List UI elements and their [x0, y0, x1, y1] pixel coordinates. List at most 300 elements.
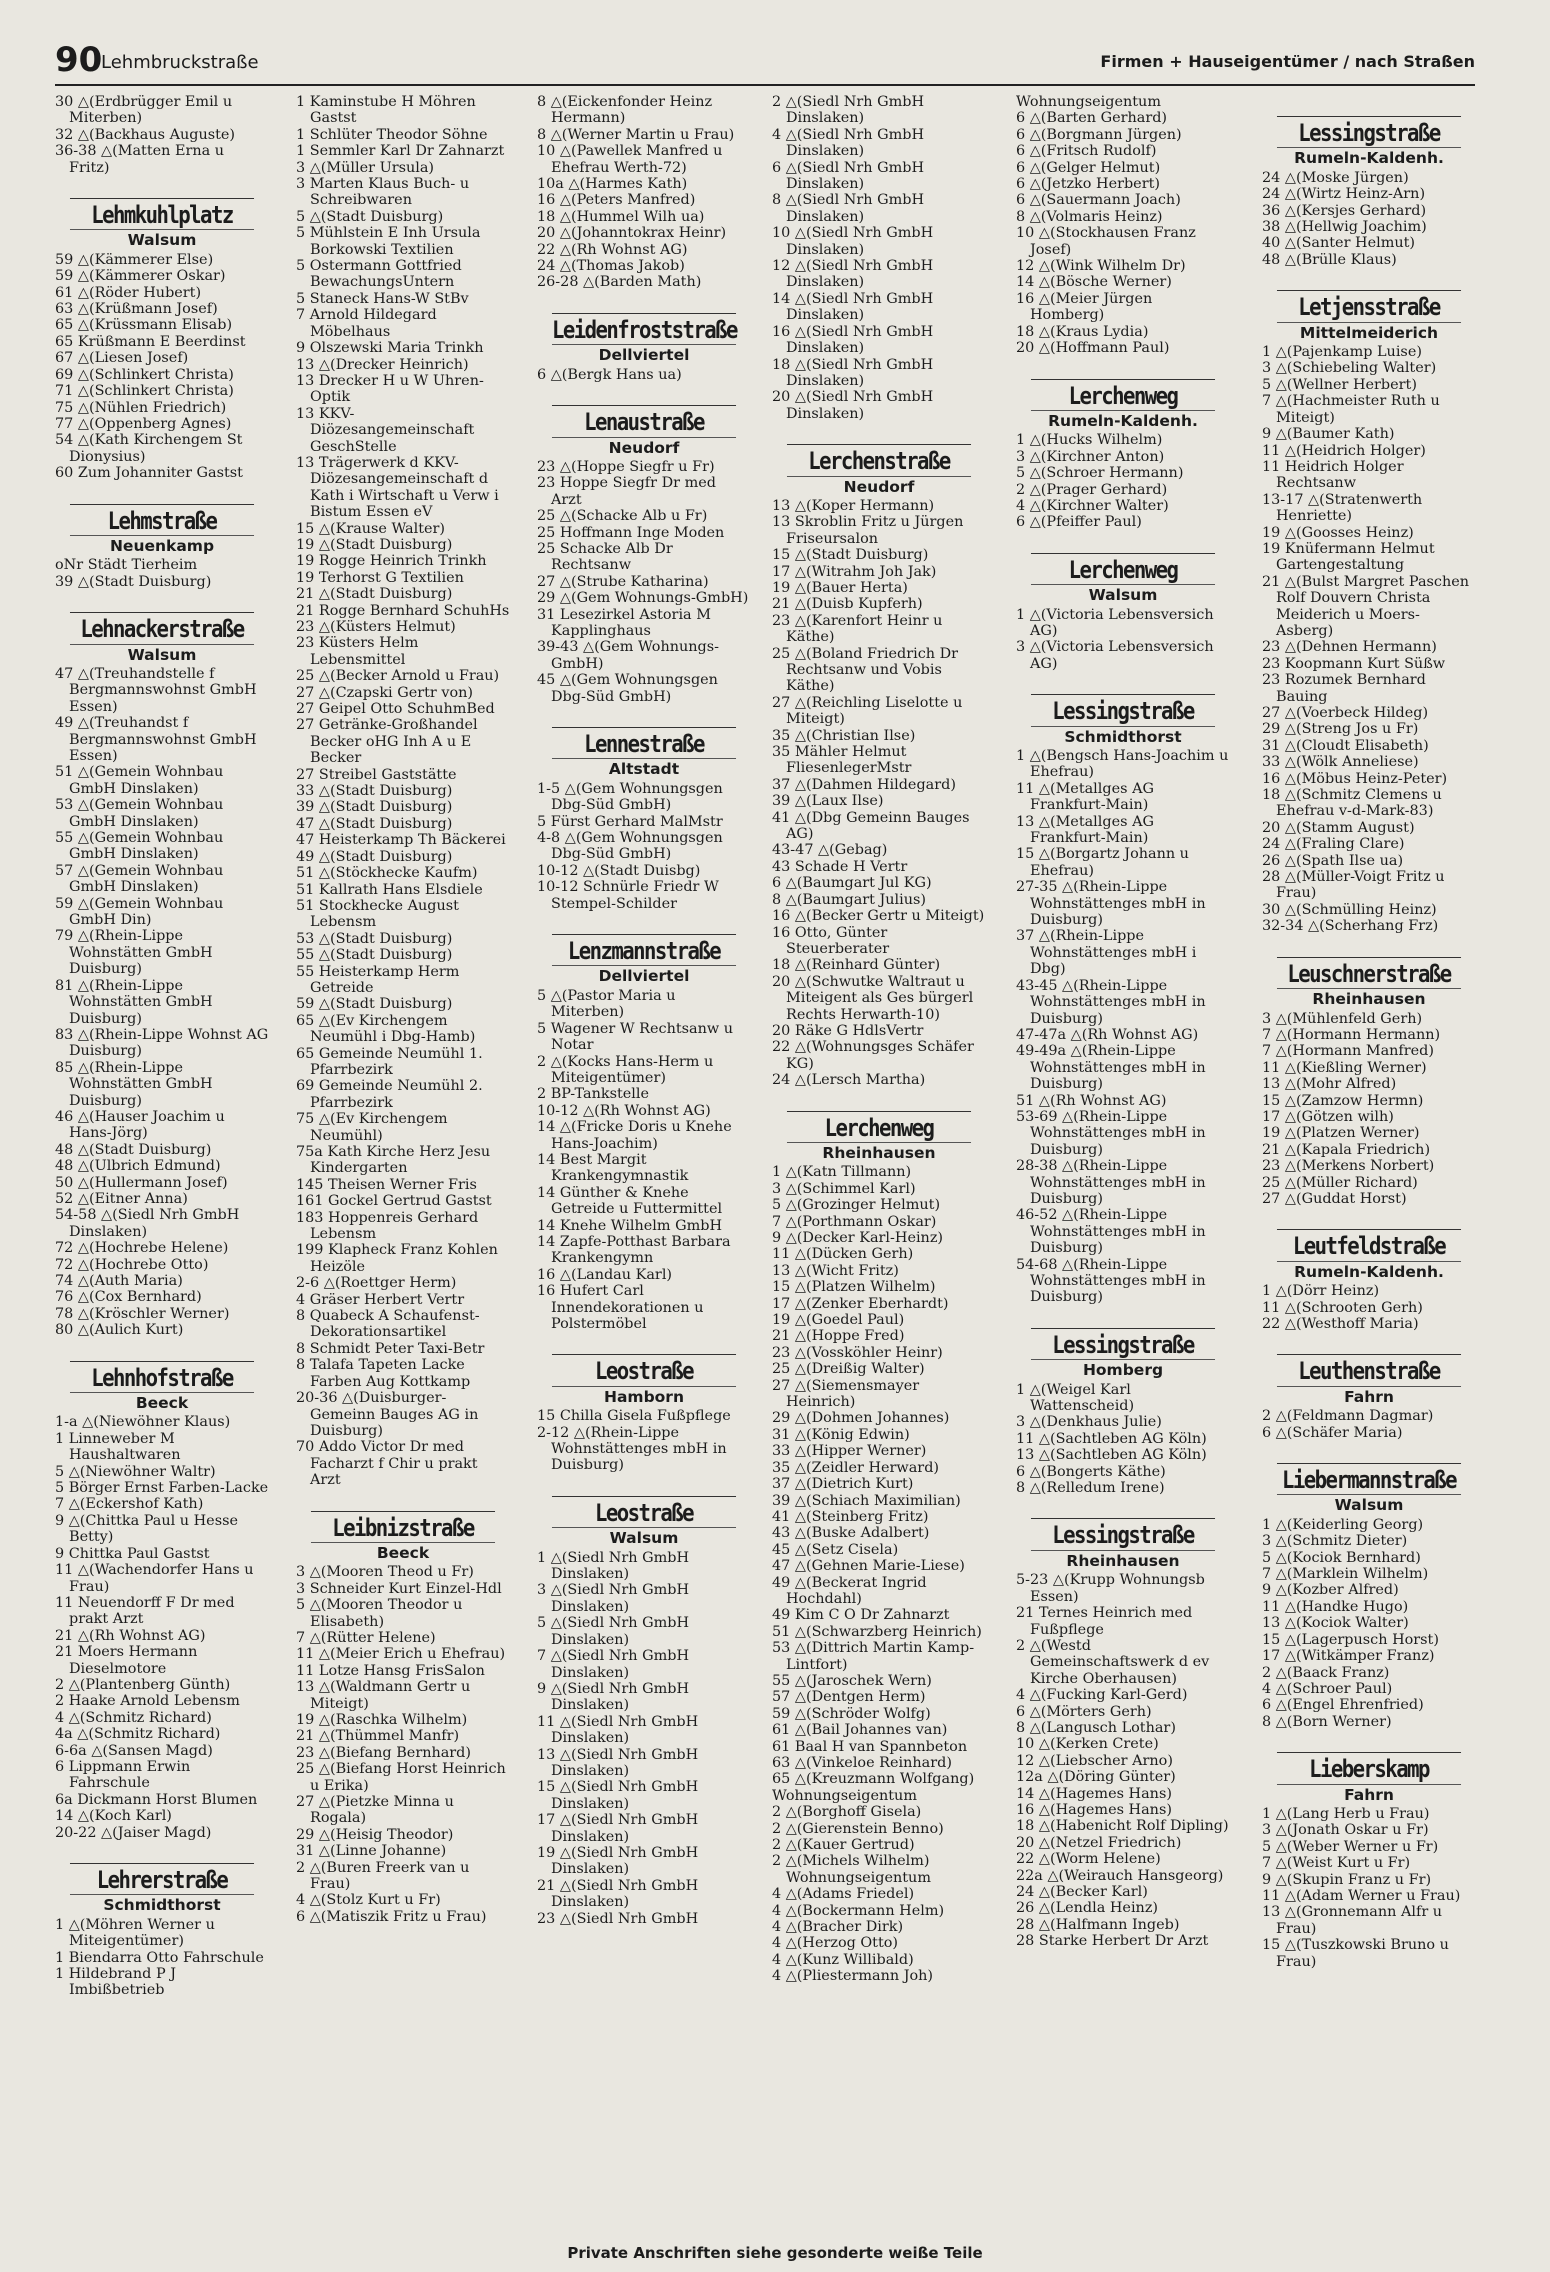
address-entry: 50 △(Hullermann Josef): [55, 1174, 228, 1191]
address-entry: 20-36 △(Duisburger-Gemeinn Bauges AG in Duisburg): [296, 1390, 479, 1439]
address-entry: 53 △(Stadt Duisburg): [296, 930, 453, 947]
address-entry: 75 △(Nühlen Friedrich): [55, 399, 227, 416]
address-entry: 14 △(Bösche Werner): [1016, 274, 1172, 291]
address-entry: 53 △(Dittrich Martin Kamp-Lintfort): [772, 1640, 975, 1673]
address-entry: 59 △(Kämmerer Oskar): [55, 268, 226, 285]
address-entry: 14 △(Koch Karl): [55, 1808, 172, 1825]
street-heading: Lehnackerstraße: [70, 612, 254, 644]
address-entry: 65 △(Krüssmann Elisab): [55, 317, 233, 334]
address-entry: 15 △(Zamzow Hermn): [1262, 1092, 1424, 1109]
district-heading: Beeck: [135, 1394, 189, 1413]
street-heading: Lerchenweg: [1031, 553, 1215, 585]
address-entry: 2 △(Michels Wilhelm) Wohnungseigentum: [772, 1853, 931, 1886]
district-heading: Dellviertel: [598, 967, 690, 986]
address-entry: 26 △(Spath Ilse ua): [1262, 852, 1404, 869]
address-entry: 47 △(Gehnen Marie-Liese): [772, 1558, 965, 1575]
street-heading: Leutfeldstraße: [1277, 1229, 1461, 1261]
address-entry: 65 △(Ev Kirchengem Neumühl i Dbg-Hamb): [296, 1012, 476, 1046]
address-entry: 27 Getränke-Großhandel Becker oHG Inh A u E Becker: [296, 717, 478, 767]
address-entry: 9 △(Skupin Franz u Fr): [1262, 1871, 1432, 1888]
address-entry: 27 △(Pietzke Minna u Rogala): [296, 1794, 454, 1827]
district-heading: Walsum: [1088, 586, 1158, 605]
address-entry: 17 △(Siedl Nrh GmbH Dinslaken): [537, 1812, 699, 1845]
address-entry: 36-38 △(Matten Erna u Fritz): [55, 143, 225, 176]
address-entry: 15 Chilla Gisela Fußpflege: [537, 1408, 731, 1425]
address-entry: 15 △(Stadt Duisburg): [772, 547, 929, 564]
address-entry: 6 △(Matiszik Fritz u Frau): [296, 1908, 487, 1925]
address-entry: 10-12 △(Rh Wohnst AG): [537, 1102, 711, 1119]
address-entry: 27 △(Czapski Gertr von): [296, 684, 474, 701]
address-entry: 23 Rozumek Bernhard Bauing: [1262, 672, 1426, 705]
district-heading: Rumeln-Kaldenh.: [1048, 411, 1198, 430]
address-entry: 26 △(Lendla Heinz): [1016, 1900, 1159, 1917]
address-entry: 25 △(Becker Arnold u Frau): [296, 668, 500, 685]
address-entry: 30 △(Schmülling Heinz): [1262, 901, 1437, 918]
address-entry: 10 △(Siedl Nrh GmbH Dinslaken): [772, 225, 934, 258]
address-entry: 47-47a △(Rh Wohnst AG): [1016, 1026, 1199, 1043]
address-entry: 20 △(Hoffmann Paul): [1016, 340, 1170, 357]
address-entry: 55 Heisterkamp Herm Getreide: [296, 963, 460, 996]
address-entry: 10-12 △(Stadt Duisbg): [537, 862, 701, 879]
district-heading: Rheinhausen: [1066, 1551, 1180, 1570]
address-entry: 6 △(Sauermann Joach): [1016, 192, 1181, 209]
column-3: [537, 94, 751, 1927]
address-entry: 12 △(Liebscher Arno): [1016, 1752, 1173, 1769]
street-heading: Liebermannstraße: [1277, 1463, 1461, 1495]
address-entry: 15 △(Borgartz Johann u Ehefrau): [1016, 846, 1189, 879]
address-entry: 19 △(Goosses Heinz): [1262, 524, 1414, 541]
address-entry: 2 △(Prager Gerhard): [1016, 481, 1168, 498]
address-entry: 51 △(Stöckhecke Kaufm): [296, 865, 478, 882]
address-entry: 57 △(Dentgen Herm): [772, 1689, 926, 1706]
address-entry: 6 △(Gelger Helmut): [1016, 159, 1161, 176]
address-entry: 15 △(Tuszkowski Bruno u Frau): [1262, 1937, 1449, 1970]
address-entry: 21 △(Duisb Kupferh): [772, 596, 923, 613]
address-entry: 45 △(Setz Cisela): [772, 1541, 899, 1558]
street-heading: Leibnizstraße: [311, 1511, 495, 1543]
address-entry: 25 △(Dreißig Walter): [772, 1361, 925, 1378]
street-heading: Lessingstraße: [1277, 116, 1461, 148]
address-entry: 13 △(Kociok Walter): [1262, 1615, 1409, 1632]
street-heading: Leostraße: [552, 1354, 736, 1386]
address-entry: 72 △(Hochrebe Helene): [55, 1240, 229, 1257]
address-entry: 54-68 △(Rhein-Lippe Wohnstättenges mbH in Duisburg): [1016, 1256, 1206, 1306]
address-entry: 41 △(Dbg Gemeinn Bauges AG): [772, 809, 970, 843]
address-entry: Wohnungseigentum: [1016, 94, 1161, 110]
street-heading: Leostraße: [552, 1496, 736, 1528]
address-entry: 8 Quabeck A Schaufenst-Dekorationsartikel: [296, 1308, 480, 1341]
address-entry: 7 △(Siedl Nrh GmbH Dinslaken): [537, 1648, 689, 1681]
address-entry: 3 △(Müller Ursula): [296, 159, 435, 176]
address-entry: 32-34 △(Scherhang Frz): [1262, 918, 1439, 935]
address-entry: 49 △(Treuhandst f Bergmannswohnst GmbH Essen): [55, 715, 257, 764]
address-entry: 23 Küsters Helm Lebensmittel: [296, 635, 419, 668]
address-entry: 16 △(Peters Manfred): [537, 192, 696, 209]
address-entry: 18 △(Siedl Nrh GmbH Dinslaken): [772, 356, 934, 389]
address-entry: 59 △(Gemein Wohnbau GmbH Din): [55, 895, 224, 929]
address-entry: 7 △(Weist Kurt u Fr): [1262, 1855, 1411, 1872]
address-entry: 2 △(Buren Freerk van u Frau): [296, 1859, 470, 1893]
address-entry: 60 Zum Johanniter Gastst: [55, 465, 243, 482]
district-heading: Rheinhausen: [1312, 990, 1426, 1009]
address-entry: 5 Ostermann Gottfried BewachungsUntern: [296, 258, 462, 291]
address-entry: 13 △(Gronnemann Alfr u Frau): [1262, 1904, 1443, 1937]
address-entry: 54-58 △(Siedl Nrh GmbH Dinslaken): [55, 1207, 240, 1240]
address-entry: 5 △(Pastor Maria u Miterben): [537, 987, 676, 1021]
address-entry: 12 △(Siedl Nrh GmbH Dinslaken): [772, 258, 934, 291]
address-entry: 6a Dickmann Horst Blumen: [55, 1791, 258, 1808]
street-heading: Lehnhofstraße: [70, 1361, 254, 1393]
address-entry: 13 △(Sachtleben AG Köln): [1016, 1447, 1207, 1464]
address-entry: 25 Hoffmann Inge Moden: [537, 524, 725, 541]
address-entry: 22 △(Wohnungsges Schäfer KG): [772, 1039, 974, 1072]
page-number: 90: [55, 40, 103, 80]
address-entry: 14 Zapfe-Potthast Barbara Krankengymn: [537, 1233, 731, 1267]
district-heading: Fahrn: [1344, 1387, 1394, 1406]
address-entry: 31 △(Linne Johanne): [296, 1843, 447, 1860]
address-entry: 1 △(Bengsch Hans-Joachim u Ehefrau): [1016, 748, 1229, 781]
street-heading: Lieberskamp: [1277, 1752, 1461, 1784]
column-6: [1262, 94, 1476, 1970]
address-entry: 35 △(Christian Ilse): [772, 727, 916, 744]
address-entry: 37 △(Dietrich Kurt): [772, 1476, 914, 1493]
address-entry: 16 △(Siedl Nrh GmbH Dinslaken): [772, 323, 934, 357]
address-entry: 31 Lesezirkel Astoria M Kapplinghaus: [537, 606, 711, 639]
address-entry: 61 △(Röder Hubert): [55, 284, 202, 301]
address-entry: 78 △(Kröschler Werner): [55, 1305, 230, 1322]
address-entry: 75a Kath Kirche Herz Jesu Kindergarten: [296, 1144, 491, 1177]
address-entry: 41 △(Steinberg Fritz): [772, 1508, 929, 1525]
address-entry: 30 △(Erdbrügger Emil u Miterben): [55, 94, 233, 127]
address-entry: 3 △(Kirchner Anton): [1016, 448, 1165, 465]
address-entry: 1 △(Katn Tillmann): [772, 1164, 912, 1181]
address-entry: 52 △(Eitner Anna): [55, 1190, 188, 1207]
address-entry: 10-12 Schnürle Friedr W Stempel-Schilder: [537, 879, 719, 912]
address-entry: 1 △(Siedl Nrh GmbH Dinslaken): [537, 1549, 689, 1583]
address-entry: 5 △(Stadt Duisburg): [296, 208, 444, 225]
address-entry: 3 △(Mühlenfeld Gerh): [1262, 1010, 1423, 1027]
address-entry: 25 Schacke Alb Dr Rechtsanw: [537, 540, 673, 574]
address-entry: 20 △(Netzel Friedrich): [1016, 1834, 1182, 1851]
address-entry: 20 △(Johanntokrax Heinr): [537, 225, 727, 242]
address-entry: 23 △(Dehnen Hermann): [1262, 639, 1437, 656]
district-heading: Neuenkamp: [109, 536, 215, 555]
address-entry: 29 △(Streng Jos u Fr): [1262, 721, 1419, 738]
address-entry: 39-43 △(Gem Wohnungs-GmbH): [537, 639, 719, 672]
address-entry: 19 Knüfermann Helmut Gartengestaltung: [1262, 540, 1435, 574]
address-entry: 6 △(Jetzko Herbert): [1016, 176, 1160, 193]
address-entry: 20 △(Stamm August): [1262, 819, 1415, 836]
address-entry: 29 △(Heisig Theodor): [296, 1826, 454, 1843]
address-entry: 1 △(Hucks Wilhelm): [1016, 432, 1163, 449]
address-entry: 76 △(Cox Bernhard): [55, 1289, 202, 1306]
address-entry: 65 Krüßmann E Beerdinst: [55, 333, 246, 350]
address-entry: 13 △(Wicht Fritz): [772, 1262, 899, 1279]
address-entry: 69 △(Schlinkert Christa): [55, 366, 234, 383]
address-entry: 20-22 △(Jaiser Magd): [55, 1824, 212, 1841]
address-entry: 45 △(Gem Wohnungsgen Dbg-Süd GmbH): [537, 672, 718, 705]
footer-note: Private Anschriften siehe gesonderte weiße Teile: [567, 2244, 983, 2262]
address-entry: 4 △(Bockermann Helm): [772, 1902, 945, 1919]
address-entry: 18 △(Hummel Wilh ua): [537, 208, 705, 225]
address-entry: 23 △(Vossköhler Heinr): [772, 1344, 943, 1361]
street-heading: Lerchenstraße: [787, 444, 971, 476]
address-entry: 3 △(Jonath Oskar u Fr): [1262, 1822, 1429, 1839]
address-entry: 4 △(Adams Friedel): [772, 1886, 915, 1903]
address-entry: 4 △(Pliestermann Joh): [772, 1968, 934, 1985]
address-entry: 5 Staneck Hans-W StBv: [296, 290, 469, 307]
address-entry: 6-6a △(Sansen Magd): [55, 1742, 213, 1759]
address-entry: 36 △(Kersjes Gerhard): [1262, 202, 1427, 219]
address-entry: 35 △(Zeidler Herward): [772, 1459, 940, 1476]
district-heading: Rumeln-Kaldenh.: [1294, 1262, 1444, 1281]
address-entry: 18 △(Habenicht Rolf Dipling): [1016, 1818, 1229, 1835]
address-entry: 13 KKV-Diözesangemeinschaft GeschStelle: [296, 405, 475, 455]
address-entry: 20 △(Siedl Nrh GmbH Dinslaken): [772, 389, 934, 422]
address-entry: 55 △(Gemein Wohnbau GmbH Dinslaken): [55, 830, 224, 863]
address-entry: 48 △(Ulbrich Edmund): [55, 1158, 221, 1175]
street-heading: Lehmstraße: [70, 504, 254, 536]
address-entry: 21 △(Stadt Duisburg): [296, 586, 453, 603]
address-entry: 2-12 △(Rhein-Lippe Wohnstättenges mbH in Duisburg): [537, 1424, 727, 1474]
address-entry: 17 △(Witkämper Franz): [1262, 1648, 1435, 1665]
address-entry: 7 △(Rütter Helene): [296, 1629, 436, 1646]
address-entry: 32 △(Backhaus Auguste): [55, 126, 236, 143]
address-entry: 12a △(Döring Günter): [1016, 1769, 1176, 1786]
column-4: [772, 94, 986, 1985]
address-entry: 1 △(Keiderling Georg): [1262, 1516, 1424, 1533]
address-entry: 19 Rogge Heinrich Trinkh: [296, 553, 487, 570]
address-entry: 27 Geipel Otto SchuhmBed: [296, 701, 495, 718]
address-entry: 13 Trägerwerk d KKV-Diözesangemeinschaft d Kath i Wirtschaft u Verw i Bistum Essen eV: [296, 454, 499, 521]
address-entry: 19 △(Raschka Wilhelm): [296, 1712, 468, 1728]
address-entry: 51 △(Schwarzberg Heinrich): [772, 1623, 982, 1640]
address-entry: 9 Chittka Paul Gastst: [55, 1545, 210, 1562]
address-entry: 14 Knehe Wilhelm GmbH: [537, 1217, 723, 1234]
address-entry: 46 △(Hauser Joachim u Hans-Jörg): [55, 1108, 225, 1142]
street-heading: Lerchenweg: [1031, 379, 1215, 411]
district-heading: Walsum: [609, 1529, 679, 1548]
address-entry: 65 △(Kreuzmann Wolfgang): [772, 1771, 975, 1788]
address-entry: 5 Börger Ernst Farben-Lacke: [55, 1480, 269, 1497]
address-entry: 9 △(Chittka Paul u Hesse Betty): [55, 1512, 238, 1546]
address-entry: 25 △(Boland Friedrich Dr Rechtsanw und Vobis Käthe): [772, 645, 959, 695]
address-entry: 1 △(Victoria Lebensversich AG): [1016, 606, 1214, 639]
address-entry: 5 △(Niewöhner Waltr): [55, 1463, 216, 1480]
address-entry: 15 △(Lagerpusch Horst): [1262, 1631, 1439, 1648]
address-entry: 13 △(Drecker Heinrich): [296, 356, 469, 373]
street-heading: Lehrerstraße: [70, 1863, 254, 1895]
address-entry: 7 △(Hormann Manfred): [1262, 1043, 1434, 1060]
address-entry: 46-52 △(Rhein-Lippe Wohnstättenges mbH in Duisburg): [1016, 1207, 1206, 1257]
district-heading: Walsum: [127, 231, 197, 250]
address-entry: 31 △(König Edwin): [772, 1426, 910, 1443]
address-entry: 19 Terhorst G Textilien: [296, 569, 464, 586]
district-heading: Walsum: [1334, 1496, 1404, 1515]
address-entry: 14 △(Hagemes Hans): [1016, 1785, 1172, 1802]
address-entry: 4 △(Kirchner Walter): [1016, 497, 1169, 514]
address-entry: 6 △(Bergk Hans ua): [537, 366, 682, 383]
address-entry: 47 △(Treuhandstelle f Bergmannswohnst GmbH Essen): [55, 665, 257, 715]
address-entry: 5 △(Weber Werner u Fr): [1262, 1838, 1439, 1855]
address-entry: 51 Kallrath Hans Elsdiele: [296, 881, 483, 898]
address-entry: 51 △(Rh Wohnst AG): [1016, 1092, 1167, 1109]
address-entry: 31 △(Cloudt Elisabeth): [1262, 737, 1429, 754]
address-entry: 49 △(Beckerat Ingrid Hochdahl): [772, 1574, 927, 1607]
address-entry: 3 △(Siedl Nrh GmbH Dinslaken): [537, 1582, 689, 1615]
address-entry: 33 △(Wölk Anneliese): [1262, 754, 1419, 771]
address-entry: 8 Schmidt Peter Taxi-Betr: [296, 1340, 485, 1357]
address-entry: 6 △(Barten Gerhard): [1016, 110, 1168, 127]
district-heading: Mittelmeiderich: [1299, 323, 1439, 342]
address-entry: 4 △(Fucking Karl-Gerd): [1016, 1687, 1188, 1704]
address-entry: 10a △(Harmes Kath): [537, 176, 688, 193]
address-entry: 11 △(Schrooten Gerh): [1262, 1299, 1423, 1316]
address-entry: 43-47 △(Gebag): [772, 842, 888, 859]
district-heading: Fahrn: [1344, 1785, 1394, 1804]
address-entry: 47 △(Stadt Duisburg): [296, 815, 453, 832]
address-entry: 8 △(Siedl Nrh GmbH Dinslaken): [772, 192, 924, 225]
column-5: [1016, 94, 1230, 1950]
address-entry: 81 △(Rhein-Lippe Wohnstätten GmbH Duisburg): [55, 977, 213, 1027]
address-entry: 5 △(Siedl Nrh GmbH Dinslaken): [537, 1615, 689, 1648]
address-entry: 23 △(Hoppe Siegfr u Fr): [537, 458, 715, 475]
address-entry: 48 △(Stadt Duisburg): [55, 1141, 212, 1158]
district-heading: Altstadt: [608, 760, 680, 779]
address-entry: 37 △(Rhein-Lippe Wohnstättenges mbH i Dbg): [1016, 928, 1197, 978]
section-title: Firmen + Hauseigentümer / nach Straßen: [1100, 52, 1475, 71]
address-entry: 199 Klapheck Franz Kohlen Heizöle: [296, 1242, 498, 1275]
address-entry: 39 △(Stadt Duisburg): [55, 573, 212, 590]
address-entry: 8 △(Langusch Lothar): [1016, 1719, 1176, 1736]
address-entry: 18 △(Kraus Lydia): [1016, 323, 1149, 340]
address-entry: 6 △(Fritsch Rudolf): [1016, 143, 1157, 160]
address-entry: 13 △(Waldmann Gertr u Miteigt): [296, 1679, 471, 1712]
address-entry: 69 Gemeinde Neumühl 2. Pfarrbezirk: [296, 1078, 483, 1111]
address-entry: 7 △(Porthmann Oskar): [772, 1213, 937, 1230]
page-header: [55, 38, 1475, 86]
address-entry: 49 △(Stadt Duisburg): [296, 848, 453, 865]
address-entry: 3 △(Victoria Lebensversich AG): [1016, 639, 1214, 672]
address-entry: 5 △(Wellner Herbert): [1262, 376, 1417, 393]
district-heading: Rumeln-Kaldenh.: [1294, 149, 1444, 168]
district-heading: Hamborn: [603, 1387, 684, 1406]
address-entry: 21 Moers Hermann Dieselmotore: [55, 1644, 198, 1677]
address-entry: oNr Städt Tierheim: [55, 557, 198, 574]
address-entry: 23 △(Küsters Helmut): [296, 619, 456, 635]
address-entry: 25 △(Müller Richard): [1262, 1174, 1418, 1191]
address-entry: 6 Lippmann Erwin Fahrschule: [55, 1758, 191, 1792]
address-entry: 23 △(Karenfort Heinr u Käthe): [772, 612, 943, 646]
address-entry: 1 Linneweber M Haushaltwaren: [55, 1430, 181, 1464]
address-entry: 80 △(Aulich Kurt): [55, 1322, 184, 1339]
address-entry: 4 △(Schroer Paul): [1262, 1680, 1393, 1697]
address-entry: 2 △(Kauer Gertrud): [772, 1837, 915, 1854]
address-entry: 28 Starke Herbert Dr Arzt: [1016, 1933, 1209, 1950]
address-entry: 59 △(Stadt Duisburg): [296, 996, 453, 1013]
address-entry: 5 △(Kociok Bernhard): [1262, 1549, 1421, 1566]
street-heading: Lenaustraße: [552, 405, 736, 437]
address-entry: 37 △(Dahmen Hildegard): [772, 776, 956, 793]
address-entry: 43-45 △(Rhein-Lippe Wohnstättenges mbH in Duisburg): [1016, 977, 1206, 1027]
address-entry: 4-8 △(Gem Wohnungsgen Dbg-Süd GmbH): [537, 830, 723, 863]
address-entry: 20 △(Schwutke Waltraut u Miteigent als Ges bürgerl Rechts Herwarth-10): [772, 973, 974, 1023]
address-entry: 53 △(Gemein Wohnbau GmbH Dinslaken): [55, 797, 224, 830]
address-entry: 9 △(Siedl Nrh GmbH Dinslaken): [537, 1680, 689, 1714]
address-entry: 18 △(Reinhard Günter): [772, 957, 941, 974]
address-entry: 61 △(Bail Johannes van): [772, 1722, 948, 1739]
address-entry: 9 △(Kozber Alfred): [1262, 1582, 1399, 1599]
address-entry: 3 △(Mooren Theod u Fr): [296, 1564, 474, 1581]
street-heading: Leuschnerstraße: [1277, 957, 1461, 989]
address-entry: 2 △(Gierenstein Benno): [772, 1820, 944, 1837]
address-entry: 8 △(Baumgart Julius): [772, 891, 927, 908]
address-entry: 15 △(Platzen Wilhelm): [772, 1279, 936, 1296]
address-entry: 17 △(Zenker Eberhardt): [772, 1295, 949, 1312]
address-entry: 13 Skroblin Fritz u Jürgen Friseursalon: [772, 514, 964, 547]
address-entry: 40 △(Santer Helmut): [1262, 235, 1416, 252]
address-entry: 5 Wagener W Rechtsanw u Notar: [537, 1020, 734, 1054]
district-heading: Rheinhausen: [822, 1143, 936, 1162]
address-entry: 21 △(Rh Wohnst AG): [55, 1627, 206, 1644]
address-entry: 20 Räke G HdlsVertr: [772, 1022, 924, 1039]
address-entry: 16 △(Hagemes Hans): [1016, 1801, 1172, 1818]
address-entry: 11 △(Kießling Werner): [1262, 1059, 1427, 1076]
address-entry: 11 △(Meier Erich u Ehefrau): [296, 1646, 506, 1663]
address-entry: 59 △(Kämmerer Else): [55, 251, 214, 268]
address-entry: 13 △(Metallges AG Frankfurt-Main): [1016, 813, 1154, 847]
address-entry: 11 △(Dücken Gerh): [772, 1246, 914, 1263]
address-entry: 61 Baal H van Spannbeton: [772, 1738, 968, 1755]
address-entry: 1 △(Lang Herb u Frau): [1262, 1805, 1430, 1822]
address-entry: 19 △(Bauer Herta): [772, 579, 908, 596]
address-entry: 14 Günther & Knehe Getreide u Futtermittel: [537, 1184, 723, 1218]
address-entry: 27 △(Guddat Horst): [1262, 1190, 1407, 1207]
district-heading: Walsum: [127, 645, 197, 664]
address-entry: 4 △(Stolz Kurt u Fr): [296, 1892, 441, 1909]
address-entry: 33 △(Stadt Duisburg): [296, 783, 453, 800]
address-entry: 5-23 △(Krupp Wohnungsb Essen): [1016, 1572, 1205, 1605]
address-entry: 16 Hufert Carl Innendekorationen u Polstermöbel: [537, 1283, 704, 1332]
address-entry: 23 △(Merkens Norbert): [1262, 1158, 1435, 1175]
address-entry: 14 △(Fricke Doris u Knehe Hans-Joachim): [537, 1119, 732, 1152]
street-heading: Lessingstraße: [1031, 694, 1215, 726]
address-entry: 21 Rogge Bernhard SchuhHs: [296, 602, 510, 619]
address-entry: 4 Gräser Herbert Vertr: [296, 1291, 465, 1308]
address-entry: 17 △(Götzen wilh): [1262, 1108, 1394, 1125]
address-entry: 55 △(Stadt Duisburg): [296, 947, 453, 964]
address-entry: 47 Heisterkamp Th Bäckerei: [296, 832, 506, 849]
address-entry: 13 Drecker H u W Uhren-Optik: [296, 372, 484, 406]
street-heading: Lessingstraße: [1031, 1328, 1215, 1360]
address-entry: 15 △(Siedl Nrh GmbH Dinslaken): [537, 1779, 699, 1812]
address-entry: 25 △(Biefang Horst Heinrich u Erika): [296, 1761, 506, 1794]
address-entry: 4 △(Bracher Dirk): [772, 1919, 904, 1936]
address-entry: 7 △(Hachmeister Ruth u Miteigt): [1262, 393, 1440, 426]
address-entry: 1 △(Pajenkamp Luise): [1262, 344, 1422, 361]
address-entry: 11 △(Metallges AG Frankfurt-Main): [1016, 780, 1154, 814]
running-head-street: Lehmbruckstraße: [101, 52, 259, 73]
address-entry: 3 △(Schmitz Dieter): [1262, 1533, 1408, 1550]
address-entry: 70 Addo Victor Dr med Facharzt f Chir u prakt Arzt: [296, 1439, 478, 1489]
address-entry: 6 △(Engel Ehrenfried): [1262, 1697, 1424, 1714]
address-entry: 54 △(Kath Kirchengem St Dionysius): [55, 432, 243, 465]
address-entry: 11 △(Wachendorfer Hans u Frau): [55, 1562, 254, 1595]
address-entry: 8 △(Werner Martin u Frau): [537, 126, 735, 143]
address-entry: 28 △(Müller-Voigt Fritz u Frau): [1262, 869, 1445, 902]
address-entry: 3 Schneider Kurt Einzel-Hdl: [296, 1580, 502, 1597]
address-entry: 21 △(Siedl Nrh GmbH Dinslaken): [537, 1877, 699, 1911]
